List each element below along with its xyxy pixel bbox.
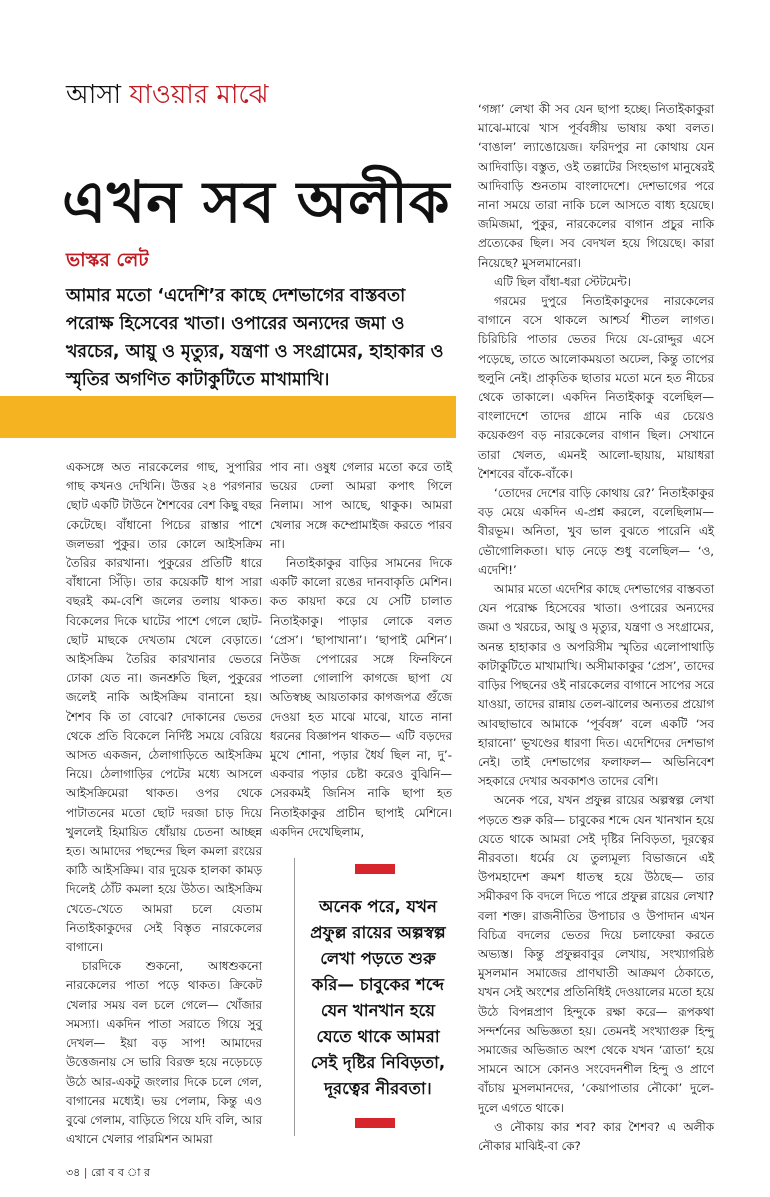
body-column-2 <box>270 458 452 842</box>
pull-quote <box>294 858 455 1136</box>
author-byline: ভাস্কর লেট <box>66 249 149 271</box>
pull-quote-text: অনেক পরে, যখন প্রফুল্ল রায়ের অল্পস্বল্প লেখা পড়তে শুরু করি— চাবুকের শব্দে যেন খানখান হয়ে যেতে থাকে আমরা সেই দৃষ্টির নিবিড়তা, দূরত্বের নীরবতা। <box>310 897 446 1098</box>
section-label <box>66 74 269 118</box>
paragraph: চারদিকে শুকনো, আধশুকনো নারকেলের পাতা পড়ে থাকত। ক্রিকেট খেলার সময় বল চলে গেলে— খোঁজার সমস্যা। একদিন পাতা সরাতে গিয়ে সুবু দেখল— ইয়া বড় সাপ! আমাদের উত্তেজনায় সে ভারি বিরক্ত হয়ে নড়েচড়ে উঠে আর-একটু জংলার দিকে চলে গেল, বাগানের মধ্যেই। ভয় পেলাম, কিন্তু এও বুঝে গেলাম, বাড়িতে গিয়ে যদি বলি, আর এখানে খেলার পারমিশন আমরা <box>66 959 262 1147</box>
paragraph: ‘তোদের দেশের বাড়ি কোথায় রে?’ নিতাইকাকুর বড় মেয়ে একদিন এ-প্রশ্ন করলে, বলেছিলাম— বীরভূম। অনিতা, খুব ভাল বুঝতে পারেনি এই ভৌগোলিকতা। ঘাড় নেড়ে শুধু বলেছিল— ‘ও, এদেশি!’ <box>478 486 714 577</box>
magazine-name: রো ব ব া র <box>91 1166 151 1179</box>
pull-quote-top-bar <box>355 864 395 874</box>
paragraph: নিতাইকাকুর বাড়ির সামনের দিকে একটি কালো রঙের দানবাকৃতি মেশিন। কত কায়দা করে যে সেটি চালাত নিতাইকাকু। পাড়ার লোকে বলত ‘প্রেস’। ‘ছাপাখানা’। ‘ছাপাই মেশিন’। নিউজ পেপারের সঙ্গে ফিনফিনে পাতলা গোলাপি কাগজে ছাপা যে অতিস্বচ্ছ আয়তাকার কাগজপত্র গুঁজে দেওয়া হত মাঝে মাঝে, যাতে নানা ধরনের বিজ্ঞাপন থাকত— এটি বড়দের মুখে শোনা, পড়ার ধৈর্য ছিল না, দু’-একবার পড়ার চেষ্টা করেও বুঝিনি— সেরকমই জিনিস নাকি ছাপা হত নিতাইকাকুর প্রাচীন ছাপাই মেশিনে। একদিন দেখেছিলাম, <box>270 556 452 839</box>
page-footer <box>66 1164 150 1183</box>
section-label-prefix: আসা <box>66 80 122 110</box>
intro-standfirst: আমার মতো ‘এদেশি’র কাছে দেশভাগের বাস্তবতা পরোক্ষ হিসেবের খাতা। ওপারের অন্যদের জমা ও খরচের, আয়ু ও মৃত্যুর, যন্ত্রণা ও সংগ্রামের, হাহাকার ও স্মৃতির অগণিত কাটাকুটিতে মাখামাখি। <box>66 286 444 390</box>
pull-quote-bottom-bar <box>355 1118 395 1128</box>
page-number: ৩৪ <box>66 1166 81 1179</box>
paragraph: এটি ছিল বাঁধা-ধরা স্টেটমেন্ট। <box>494 274 631 289</box>
paragraph: ও নৌকায় কার শব? কার শৈশব? এ অলীক নৌকার মাঝিই-বা কে? <box>478 1119 714 1153</box>
section-label-highlight: যাওয়ার মাঝে <box>129 80 269 110</box>
paragraph: অনেক পরে, যখন প্রফুল্ল রায়ের অল্পস্বল্প লেখা পড়তে শুরু করি— চাবুকের শব্দে যেন খানখান হয়ে যেতে থাকে আমরা সেই দৃষ্টির নিবিড়তা, দূরত্বের নীরবতা। ধর্মের যে তুল্যমূল্য বিভাজনে এই উপমহাদেশ ক্রমশ ধাতস্থ হয়ে উঠছে— তার সমীকরণ কি বদলে দিতে পারে প্রফুল্ল রায়ের লেখা? বলা শক্ত। রাজনীতির উপাচার ও উপাদান এখন বিচিত্র বদলের ভেতর দিয়ে চলাফেরা করতে অভ্যস্ত। কিন্তু প্রফুল্লবাবুর লেখায়, সংখ্যাগরিষ্ঠ মুসলমান সমাজের প্রাণঘাতী আক্রমণ ঠেকাতে, যখন সেই অংশের প্রতিনিধিই দেওয়ালের মতো হয়ে উঠে বিপন্নপ্রাণ হিন্দুকে রক্ষা করে— রূপকথা সন্দর্শনের অভিজ্ঞতা হয়। তেমনই সংখ্যাগুরু হিন্দু সমাজের অভিজাত অংশ থেকে যখন ‘ত্রাতা’ হয়ে সামনে আসে কোনও সংবেদনশীল হিন্দু ও প্রাণে বাঁচায় মুসলমানদের, ‘কেয়াপাতার নৌকো’ দুলে-দুলে এগতে থাকে। <box>478 793 714 1115</box>
article-title: এখন সব অলীক <box>62 168 451 236</box>
body-column-3 <box>478 100 714 1156</box>
paragraph: ‘গঙ্গা’ লেখা কী সব যেন ছাপা হচ্ছে। নিতাইকাকুরা মাঝে-মাঝে খাস পূর্ববঙ্গীয় ভাষায় কথা বলত। ‘বাঙাল’ ল্যাঙোয়েজ। ফরিদপুর না কোথায় যেন আদিবাড়ি। বস্তুত, ওই তল্লাটের সিংহভাগ মানুষেরই আদিবাড়ি শুনতাম বাংলাদেশে। দেশভাগের পরে নানা সময়ে তারা নাকি চলে আসতে বাধ্য হয়েছে। জমিজমা, পুকুর, নারকেলের বাগান প্রচুর নাকি প্রত্যেকের ছিল। সব বেদখল হয়ে গিয়েছে। কারা নিয়েছে? মুসলমানেরা। <box>478 102 714 270</box>
paragraph: পাব না। ওষুধ গেলার মতো করে তাই ভয়ের ঢেলা আমরা কপাৎ গিলে নিলাম। সাপ আছে, থাকুক। আমরা খেলার সঙ্গে কম্প্রোমাইজ করতে পারব না। <box>270 460 452 551</box>
paragraph: আমার মতো এদেশির কাছে দেশভাগের বাস্তবতা যেন পরোক্ষ হিসেবের খাতা। ওপারের অন্যদের জমা ও খরচের, আয়ু ও মৃত্যুর, যন্ত্রণা ও সংগ্রামের, অনন্ত হাহাকার ও অপরিসীম স্মৃতির এলোপাথাড়ি কাটাকুটিতে মাখামাখি। অসীমাকাকুর ‘প্রেস’, তাদের বাড়ির পিছনের ওই নারকেলের বাগানে সাপের সরে যাওয়া, তাদের রান্নায় তেল-ঝালের অন্যতর প্রয়োগ আবছাভাবে আমাকে ‘পূর্ববঙ্গ’ বলে একটি ‘সব হারানো’ ভূখণ্ডের ধারণা দিত। এদেশিদের দেশভাগ নেই। তাই দেশভাগের ফলাফল— অভিনিবেশ সহকারে দেখার অবকাশও তাদের বেশি। <box>478 582 714 789</box>
paragraph: গরমের দুপুরে নিতাইকাকুদের নারকেলের বাগানে বসে থাকলে আশ্চর্য শীতল লাগত। চিরিচিরি পাতার ভেতর দিয়ে যে-রোদ্দুর এসে পড়েছে, তাতে আলোকময়তা অঢেল, কিন্তু তাপের হুলুনি নেই। প্রাকৃতিক ছাতার মতো মনে হত নীচের থেকে তাকালে। একদিন নিতাইকাকু বলেছিল— বাংলাদেশে তাদের গ্রামে নাকি এর চেয়েও কয়েকগুণ বড় নারকেলের বাগান ছিল। সেখানে তারা খেলত, এমনই আলো-ছায়ায়, মায়াধরা শৈশবের বাঁকে-বাঁকে। <box>478 294 714 481</box>
paragraph: একসঙ্গে অত নারকেলের গাছ, সুপারির গাছ কখনও দেখিনি। উত্তর ২৪ পরগনার ছোট একটি টাউনে শৈশবের বেশ কিছু বছর কেটেছে। বাঁধানো পিচের রাস্তার পাশে জলভরা পুকুর। তার কোলে আইসক্রিম তৈরির কারখানা। পুকুরের প্রতিটি ধারে বাঁধানো সিঁড়ি। তার কয়েকটি ধাপ সারা বছরই কম-বেশি জলের তলায় থাকত। বিকেলের দিকে ঘাটের পাশে গেলে ছোট-ছোট মাছকে দেখতাম খেলে বেড়াতে। আইসক্রিম তৈরির কারখানার ভেতরে ঢোকা যেত না। জনশ্রুতি ছিল, পুকুরের জলেই নাকি আইসক্রিম বানানো হয়। শৈশব কি তা বোঝে? দোকানের ভেতর থেকে প্রতি বিকেলে নির্দিষ্ট সময়ে বেরিয়ে আসত একজন, ঠেলাগাড়িতে আইসক্রিম নিয়ে। ঠেলাগাড়ির পেটের মধ্যে আসলে আইসক্রিমেরা থাকত। ওপর থেকে পাটাতনের মতো ছোট দরজা চাড় দিয়ে খুললেই হিমায়িত ধোঁয়ায় চেতনা আচ্ছন্ন হত। আমাদের পছন্দের ছিল কমলা রংয়ের কাঠি আইসক্রিম। বার দুয়েক হালকা কামড় দিলেই ঠোঁট কমলা হয়ে উঠত। আইসক্রিম খেতে-খেতে আমরা চলে যেতাম নিতাইকাকুদের সেই বিস্তৃত নারকেলের বাগানে। <box>66 460 262 955</box>
body-column-1 <box>66 458 262 1149</box>
decorative-yellow-band <box>0 396 456 438</box>
footer-divider: | <box>83 1166 88 1179</box>
